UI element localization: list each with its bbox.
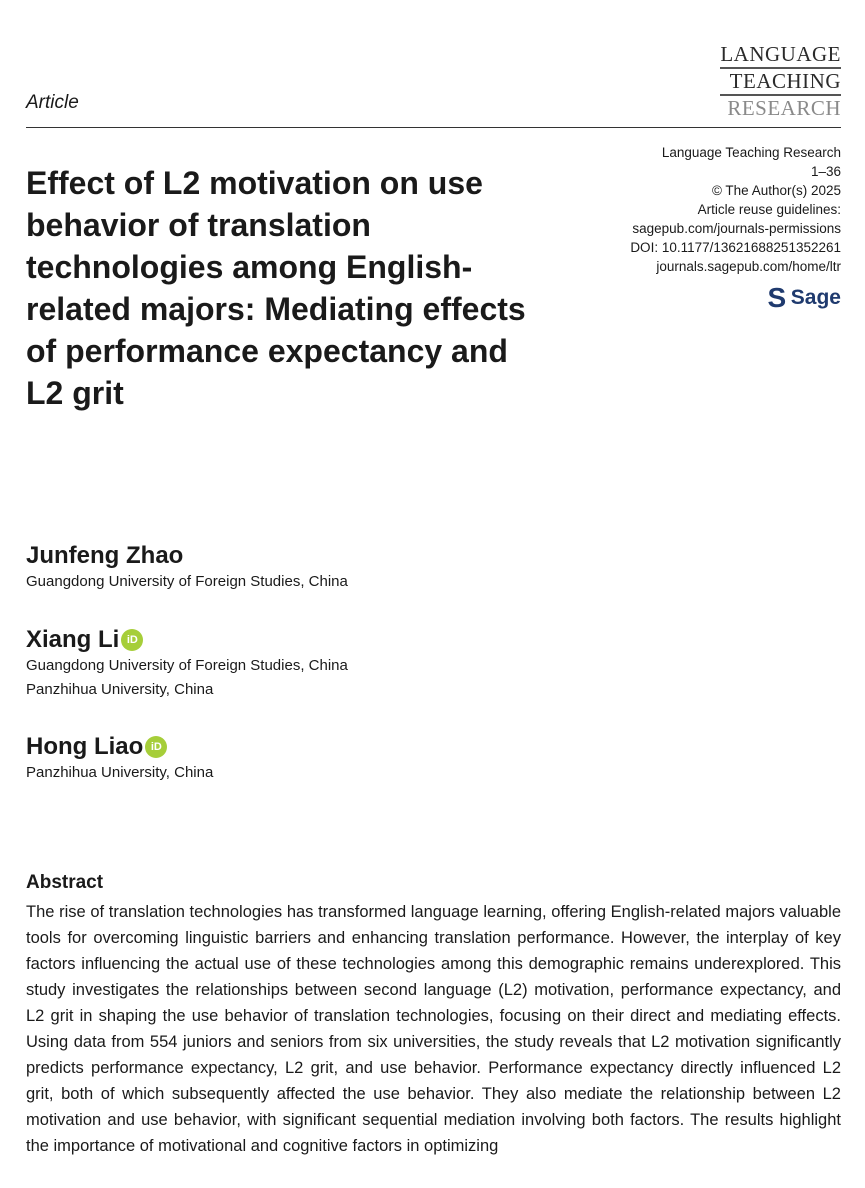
author-name-text: Xiang Li [26,626,120,653]
author-block [26,733,213,785]
author-name [26,733,213,761]
publisher-name: Sage [790,286,841,309]
article-type-label: Article [26,92,79,113]
meta-permissions-link[interactable]: sagepub.com/journals-permissions [632,221,841,236]
header-rule [26,127,841,128]
orcid-icon[interactable]: iD [121,629,143,651]
meta-copyright: © The Author(s) 2025 [711,183,841,198]
meta-doi[interactable]: DOI: 10.1177/13621688251352261 [630,240,841,255]
abstract-heading: Abstract [26,872,104,893]
author-name [26,542,348,570]
journal-logo-line-1: LANGUAGE [720,42,841,69]
publisher-logo [767,282,841,313]
author-name-text: Junfeng Zhao [26,542,184,569]
journal-logo-line-2: TEACHING [720,69,841,96]
author-affiliation: Guangdong University of Foreign Studies, China [26,657,348,674]
orcid-icon[interactable]: iD [145,736,167,758]
journal-logo-line-3: RESEARCH [727,96,841,120]
meta-home-link[interactable]: journals.sagepub.com/home/ltr [656,259,841,274]
meta-pages: 1–36 [810,164,841,179]
journal-logo [720,42,841,121]
author-name-text: Hong Liao [26,733,144,760]
author-block [26,542,348,594]
author-affiliation: Guangdong University of Foreign Studies, China [26,573,348,590]
meta-reuse: Article reuse guidelines: [697,202,841,217]
abstract-text: The rise of translation technologies has transformed language learning, offering English-related majors valuable tools for overcoming linguistic barriers and enhancing translation performance. However, the interplay of key factors influencing the actual use of these technologies among this demographic remains underexplored. This study investigates the relationships between second language (L2) motivation, performance expectancy, and L2 grit in shaping the use behavior of translation technologies, focusing on their direct and mediating effects. Using data from 554 juniors and seniors from six universities, the study reveals that L2 motivation significantly predicts performance expectancy, L2 grit, and use behavior. Performance expectancy directly influenced L2 grit, both of which subsequently affected the use behavior. They also mediate the relationship between L2 motivation and use behavior, with significant sequential mediation involving both factors. The results highlight the importance of motivational and cognitive factors in optimizing [26,903,841,1155]
meta-journal: Language Teaching Research [661,145,841,160]
sage-logo-icon: S [767,282,787,313]
author-name [26,626,348,654]
author-affiliation: Panzhihua University, China [26,681,214,698]
author-affiliation: Panzhihua University, China [26,764,214,781]
article-title: Effect of L2 motivation on use behavior of translation technologies among English-related majors: Mediating effects of performance expectancy and L2 grit [26,165,526,411]
article-meta [630,143,841,276]
author-block [26,626,348,702]
